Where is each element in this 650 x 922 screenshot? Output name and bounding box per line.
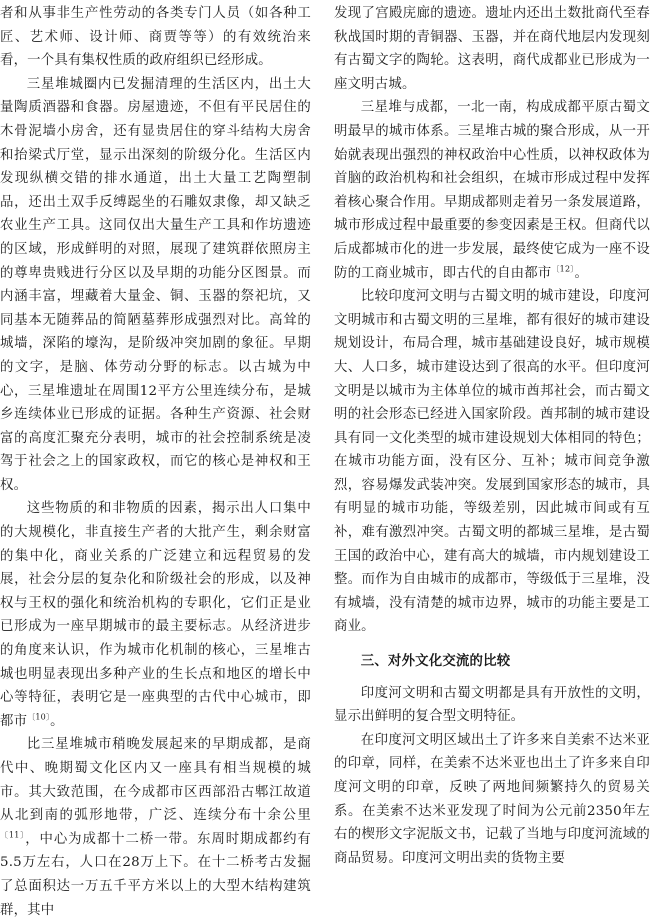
- paragraph-text-tail: ，中心为成都十二桥一带。东周时期成都约有5.5万左右，人口在28万上下。在十二桥考古发掘了总面积达一万五千平方米以上的大型木结构建筑群，其中: [0, 831, 312, 918]
- right-paragraph-6: [334, 729, 650, 871]
- paragraph-text: 比较印度河文明与古蜀文明的城市建设，印度河文明城市和古蜀文明的三星堆，都有很好的城市建设规划设计，布局合理，城市基础建设良好，城市规模大、人口多，城市建设达到了很高的水平。但印度河文明是以城市为主体单位的城市酋邦社会，而古蜀文明的社会形态已经进入国家阶段。酋邦制的城市建设具有同一文化类型的城市建设规划大体相同的特色；在城市功能方面，没有区分、互补；城市间竞争激烈，容易爆发武装冲突。发展到国家形态的城市，具有明显的城市功能，等级差别，因此城市间或有互补，难有激烈冲突。古蜀文明的都城三星堆，是古蜀王国的政治中心，建有高大的城墙，市内规划建设工整。而作为自由城市的成都市，等级低于三星堆，没有城墙，没有清楚的城市边界，城市的功能主要是工商业。: [334, 289, 650, 635]
- right-column: [334, 2, 650, 870]
- right-paragraph-1: [334, 2, 650, 96]
- paragraph-text: 三星堆城圈内已发掘清理的生活区内，出土大量陶质酒器和食器。房屋遗迹，不但有平民居住的木骨泥墙小房舍，还有显贵居住的穿斗结构大房舍和抬梁式厅堂，显示出深刻的阶级分化。生活区内发现纵横交错的排水通道，出土大量工艺陶塑制品，还出土双手反缚跽坐的石雕奴隶像，却又缺乏农业生产工具。这同仅出大量生产工具和作坊遗迹的区域，形成鲜明的对照，展现了建筑群依照房主的尊卑贵贱进行分区以及早期的功能分区图景。而内涵丰富，埋藏着大量金、铜、玉器的祭祀坑，又同基本无随葬品的简陋墓葬形成强烈对比。高耸的城墙，深陷的壕沟，是阶级冲突加剧的象征。早期的文字，是脑、体劳动分野的标志。以古城为中心，三星堆遗址在周围12平方公里连续分布，是城乡连续体业已形成的证据。各种生产资源、社会财富的高度汇聚充分表明，城市的社会控制系统是凌驾于社会之上的国家政权，而它的核心是神权和王权。: [0, 76, 311, 493]
- right-paragraph-5: [334, 682, 650, 729]
- paragraph-text: 比三星堆城市稍晚发展起来的早期成都，是商代中、晚期蜀文化区内又一座具有相当规模的城市。其大致范围，在今成都市区西部沿古郫江故道从北到南的弧形地带，广泛、连续分布十余公里: [0, 737, 311, 824]
- paragraph-text: 发现了宫殿庑廊的遗迹。遗址内还出土数批商代至春秋战国时期的青铜器、玉器，并在商代地层内发现刻有古蜀文字的陶轮。这表明，商代成都业已形成为一座文明古城。: [334, 6, 650, 92]
- right-paragraph-2: [334, 96, 650, 285]
- paragraph-text: 三星堆与成都，一北一南，构成成都平原古蜀文明最早的城市体系。三星堆古城的聚合形成，从一开始就表现出强烈的神权政治中心性质，以神权政体为首脑的政治机构和社会组织，在城市形成过程中发挥着核心聚合作用。早期成都则走着另一条发展道路，城市形成过程中最重要的参变因素是王权。但商代以后成都城市化的进一步发展，最终使它成为一座不设防的工商业城市，即古代的自由都市: [334, 100, 650, 281]
- paragraph-text: 这些物质的和非物质的因素，揭示出人口集中的大规模化，非直接生产者的大批产生，剩余财富的集中化，商业关系的广泛建立和远程贸易的发展，社会分层的复杂化和阶级社会的形成，以及神权与王权的强化和统治机构的专职化，它们正是业已形成为一座早期城市的最主要标志。从经济进步的角度来认识，作为城市化机制的核心，三星堆古城也明显表现出多种产业的生长点和地区的增长中心等特征，表明它是一座典型的古代中心城市，即都市: [0, 501, 311, 729]
- left-paragraph-4: [0, 733, 311, 922]
- citation-ref: 〔11〕: [0, 830, 26, 840]
- right-paragraph-3: [334, 285, 650, 639]
- paragraph-text: 三、对外文化交流的比较: [360, 654, 511, 670]
- paragraph-text-tail: 。: [50, 713, 64, 729]
- paragraph-text: 印度河文明和古蜀文明都是具有开放性的文明，显示出鲜明的复合型文明特征。: [334, 685, 650, 725]
- citation-ref: 〔12〕: [551, 264, 575, 274]
- left-paragraph-3: [0, 497, 311, 733]
- section-heading: [334, 650, 650, 674]
- left-paragraph-2: [0, 73, 311, 498]
- left-paragraph-1: [0, 2, 311, 73]
- paragraph-text: 在印度河文明区域出土了许多来自美索不达米亚的印章，同样，在美索不达米亚也出土了许多来自印度河文明的印章，反映了两地间频繁持久的贸易关系。在美索不达米亚发现了时间为公元前2350年左右的楔形文字泥版文书，记载了当地与印度河流域的商品贸易。印度河文明出卖的货物主要: [334, 732, 650, 866]
- citation-ref: 〔10〕: [27, 712, 51, 722]
- paragraph-text: 者和从事非生产性劳动的各类专门人员（如各种工匠、艺术师、设计师、商贾等等）的有效统治来看，一个具有集权性质的政府组织已经形成。: [0, 6, 311, 69]
- paragraph-text-tail: 。: [574, 265, 589, 281]
- left-column: [0, 2, 311, 922]
